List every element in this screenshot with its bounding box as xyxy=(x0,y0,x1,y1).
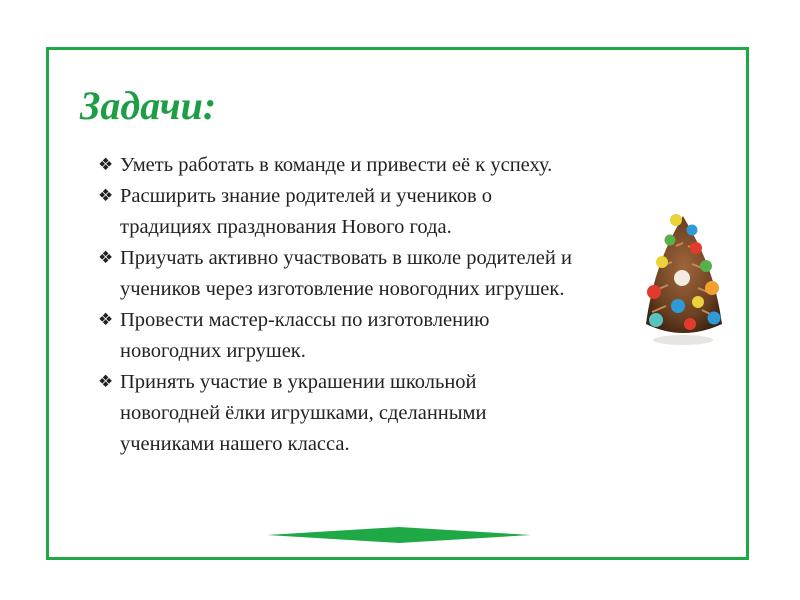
task-text: Расширить знание родителей и учеников о xyxy=(120,185,493,207)
task-text: учеников через изготовление новогодних игрушек. xyxy=(120,278,565,300)
task-item-2 xyxy=(98,181,698,243)
divider-ornament xyxy=(267,527,531,543)
task-item-4 xyxy=(98,305,698,367)
task-text: традициях празднования Нового года. xyxy=(120,216,452,238)
task-text: Уметь работать в команде и привести её к успеху. xyxy=(120,154,553,176)
task-list xyxy=(98,150,698,460)
diamond-bullet-icon: ❖ xyxy=(98,186,114,206)
diamond-bullet-icon: ❖ xyxy=(98,155,114,175)
pinecone-tree-image xyxy=(632,206,734,348)
task-item-5 xyxy=(98,367,698,460)
task-text: Провести мастер-классы по изготовлению xyxy=(120,309,490,331)
task-text: Принять участие в украшении школьной xyxy=(120,371,477,393)
task-text: Приучать активно участвовать в школе родителей и xyxy=(120,247,572,269)
diamond-bullet-icon: ❖ xyxy=(98,372,114,392)
task-item-1 xyxy=(98,150,698,181)
slide-title: Задачи: xyxy=(80,83,217,128)
task-text: новогодней ёлки игрушками, сделанными xyxy=(120,402,487,424)
task-text: учениками нашего класса. xyxy=(120,433,350,455)
diamond-bullet-icon: ❖ xyxy=(98,248,114,268)
task-item-3 xyxy=(98,243,698,305)
task-text: новогодних игрушек. xyxy=(120,340,306,362)
diamond-bullet-icon: ❖ xyxy=(98,310,114,330)
